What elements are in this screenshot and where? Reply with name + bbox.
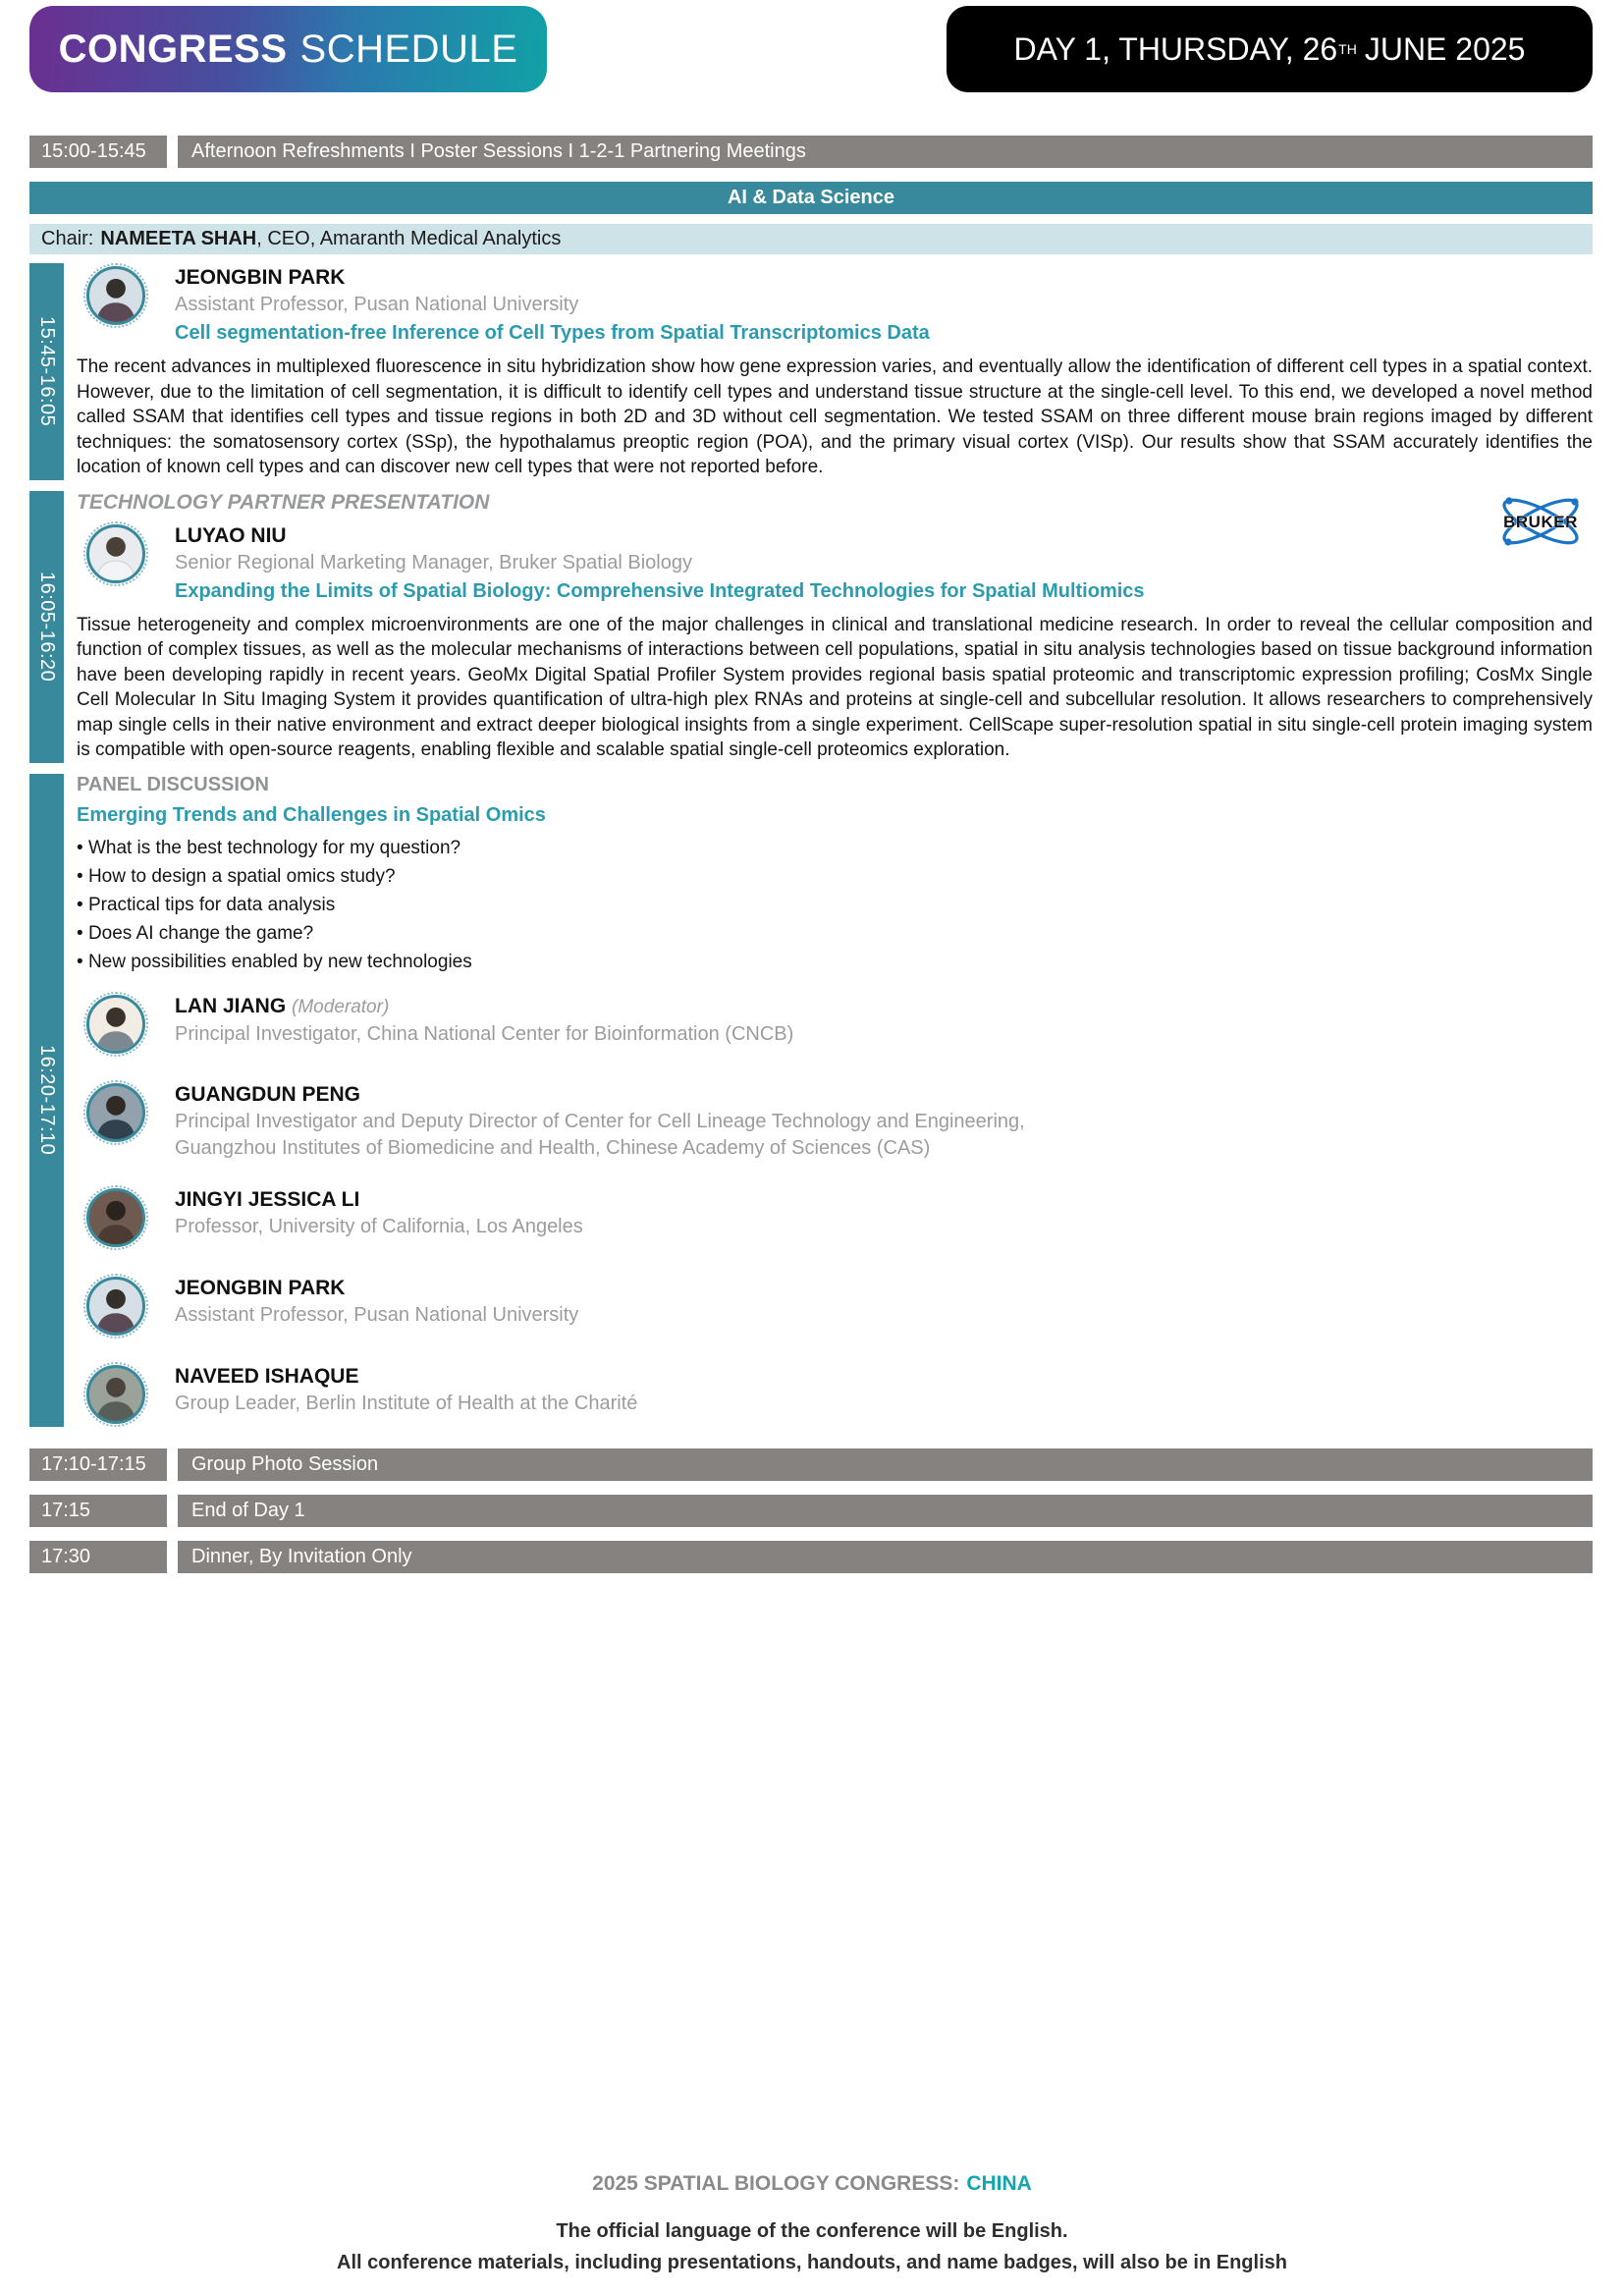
- congress-title-line: [0, 2172, 1624, 2196]
- panelist-affiliation-line2: Guangzhou Institutes of Biomedicine and Health, Chinese Academy of Sciences (CAS): [175, 1136, 931, 1159]
- speaker-affiliation: Assistant Professor, Pusan National University: [175, 294, 579, 315]
- person-silhouette-icon: [89, 1368, 142, 1421]
- bruker-logo: [1490, 491, 1591, 559]
- chair-name: NAMEETA SHAH: [100, 228, 257, 249]
- panelist-row: [83, 992, 1593, 1057]
- avatar: [83, 1080, 148, 1145]
- closing-row: [29, 1495, 1593, 1527]
- panel-topic-list: [77, 834, 1593, 976]
- session-panel-time-rail: 16:20-17:10: [29, 774, 64, 1427]
- closing-label: End of Day 1: [178, 1495, 1593, 1527]
- panelist-affiliation: Group Leader, Berlin Institute of Health at the Charité: [175, 1392, 638, 1414]
- avatar: [83, 992, 148, 1057]
- schedule-content: [29, 136, 1593, 1573]
- panel-kicker: PANEL DISCUSSION: [77, 773, 269, 795]
- person-silhouette-icon: [89, 269, 142, 322]
- avatar: [83, 521, 148, 586]
- panel-topic: • Practical tips for data analysis: [77, 891, 1593, 919]
- panelist-affiliation: Professor, University of California, Los Angeles: [175, 1215, 583, 1237]
- speaker-name: LUYAO NIU: [175, 523, 287, 547]
- session-talk2-time-rail: 16:05-16:20: [29, 491, 64, 763]
- chair-prefix: Chair:: [41, 228, 94, 249]
- person-silhouette-icon: [89, 1280, 142, 1333]
- talk-title: Cell segmentation-free Inference of Cell Types from Spatial Transcriptomics Data: [175, 322, 930, 344]
- session-talk2: [29, 491, 1593, 763]
- talk-abstract: Tissue heterogeneity and complex microenvironments are one of the major challenges in clinical and translational medicine research. In order to reveal the cellular composition and function of complex tissues, as well as the molecular mechanisms of interactions between cell populations, spatial in situ analysis technologies based on tissue background information have been developing rapidly in recent years. GeoMx Digital Spatial Profiler System provides regional basis spatial proteomic and transcriptomic expression profiling; CosMx Single Cell Molecular In Situ Imaging System it provides quantification of ultra-high plex RNAs and proteins at single-cell and subcellular resolution. It allows researchers to comprehensively map single cells in their native environment and extract deeper biological insights from a single experiment. CellScape super-resolution spatial in situ single-cell protein imaging system is compatible with open-source reagents, enabling flexible and scalable spatial single-cell proteomics exploration.: [77, 614, 1593, 760]
- chair-bar: [29, 224, 1593, 254]
- session-talk1: [29, 263, 1593, 480]
- closing-rows: [29, 1448, 1593, 1573]
- person-silhouette-icon: [89, 1086, 142, 1139]
- congress-title-country: CHINA: [966, 2172, 1032, 2195]
- panel-title: Emerging Trends and Challenges in Spatial Omics: [77, 803, 546, 826]
- session-kicker: TECHNOLOGY PARTNER PRESENTATION: [77, 490, 490, 514]
- panelist-row: [83, 1274, 1593, 1339]
- speaker-block: [83, 263, 1593, 346]
- panelist-name: JINGYI JESSICA LI: [175, 1187, 360, 1211]
- chair-suffix: , CEO, Amaranth Medical Analytics: [256, 228, 562, 249]
- page-footer: [0, 2172, 1624, 2274]
- panel-topic: • Does AI change the game?: [77, 919, 1593, 948]
- talk-abstract: The recent advances in multiplexed fluorescence in situ hybridization show how gene expression varies, and eventually allow the identification of different cell types in a spatial context. However, due to the limitation of cell segmentation, it is difficult to identify cell types and understand tissue structure at the single-cell level. To this end, we developed a novel method called SSAM that identifies cell types and tissue regions in both 2D and 3D without cell segmentation. We tested SSAM on three different mouse brain regions imaged by different techniques: the somatosensory cortex (SSp), the hypothalamus preoptic region (POA), and the primary visual cortex (VISp). Our results show that SSAM accurately identifies the location of known cell types and can discover new cell types that were not reported before.: [77, 356, 1593, 477]
- avatar: [83, 1185, 148, 1250]
- talk-title: Expanding the Limits of Spatial Biology: Comprehensive Integrated Technologies for Spatial Multiomics: [175, 579, 1145, 602]
- closing-time: 17:10-17:15: [29, 1448, 167, 1481]
- brand-title-bold: CONGRESS: [58, 27, 288, 71]
- avatar: [83, 1362, 148, 1427]
- refreshments-label: Afternoon Refreshments I Poster Sessions I 1-2-1 Partnering Meetings: [178, 136, 1593, 168]
- bruker-logo-text: BRUKER: [1503, 512, 1578, 531]
- person-silhouette-icon: [89, 998, 142, 1051]
- congress-schedule-badge: [29, 6, 547, 92]
- closing-label: Dinner, By Invitation Only: [178, 1541, 1593, 1573]
- refreshments-row: [29, 136, 1593, 168]
- speaker-name: JEONGBIN PARK: [175, 266, 346, 289]
- brand-title-light: SCHEDULE: [299, 27, 518, 71]
- person-silhouette-icon: [89, 527, 142, 580]
- refreshments-time: 15:00-15:45: [29, 136, 167, 168]
- panelist-name: LAN JIANG (Moderator): [175, 994, 390, 1017]
- day-banner-ordinal: TH: [1338, 41, 1357, 57]
- panelist-row: [83, 1185, 1593, 1250]
- person-silhouette-icon: [89, 1191, 142, 1244]
- closing-label: Group Photo Session: [178, 1448, 1593, 1481]
- avatar: [83, 263, 148, 328]
- closing-time: 17:15: [29, 1495, 167, 1527]
- footer-materials-line: All conference materials, including presentations, handouts, and name badges, will also be in English: [337, 2252, 1287, 2273]
- avatar: [83, 1274, 148, 1339]
- closing-row: [29, 1541, 1593, 1573]
- panelist-name: JEONGBIN PARK: [175, 1276, 346, 1299]
- panelist-row: [83, 1362, 1593, 1427]
- panelist-affiliation: Principal Investigator and Deputy Director of Center for Cell Lineage Technology and Engineering,: [175, 1110, 1025, 1132]
- panelist-affiliation: Principal Investigator, China National Center for Bioinformation (CNCB): [175, 1022, 794, 1045]
- day-banner-suffix: JUNE 2025: [1364, 30, 1526, 67]
- panel-topic: • How to design a spatial omics study?: [77, 862, 1593, 891]
- speaker-block: [83, 521, 1593, 604]
- speaker-affiliation: Senior Regional Marketing Manager, Bruker Spatial Biology: [175, 551, 692, 574]
- day-banner-text: DAY 1, THURSDAY, 26: [1013, 30, 1338, 67]
- footer-language-line: The official language of the conference will be English.: [556, 2220, 1068, 2242]
- track-banner: AI & Data Science: [29, 182, 1593, 214]
- closing-time: 17:30: [29, 1541, 167, 1573]
- panelist-row: [83, 1080, 1593, 1162]
- page-header: [29, 6, 1593, 92]
- panelist-name: GUANGDUN PENG: [175, 1082, 361, 1106]
- moderator-note: (Moderator): [292, 996, 390, 1017]
- panelist-affiliation: Assistant Professor, Pusan National University: [175, 1303, 579, 1326]
- day-banner: [947, 6, 1593, 92]
- panelist-name: NAVEED ISHAQUE: [175, 1364, 359, 1388]
- session-panel: [29, 774, 1593, 1427]
- panel-topic: • New possibilities enabled by new technologies: [77, 948, 1593, 976]
- closing-row: [29, 1448, 1593, 1481]
- congress-title-gray: 2025 SPATIAL BIOLOGY CONGRESS:: [592, 2172, 960, 2195]
- session-talk1-time-rail: 15:45-16:05: [29, 263, 64, 480]
- panel-topic: • What is the best technology for my question?: [77, 834, 1593, 862]
